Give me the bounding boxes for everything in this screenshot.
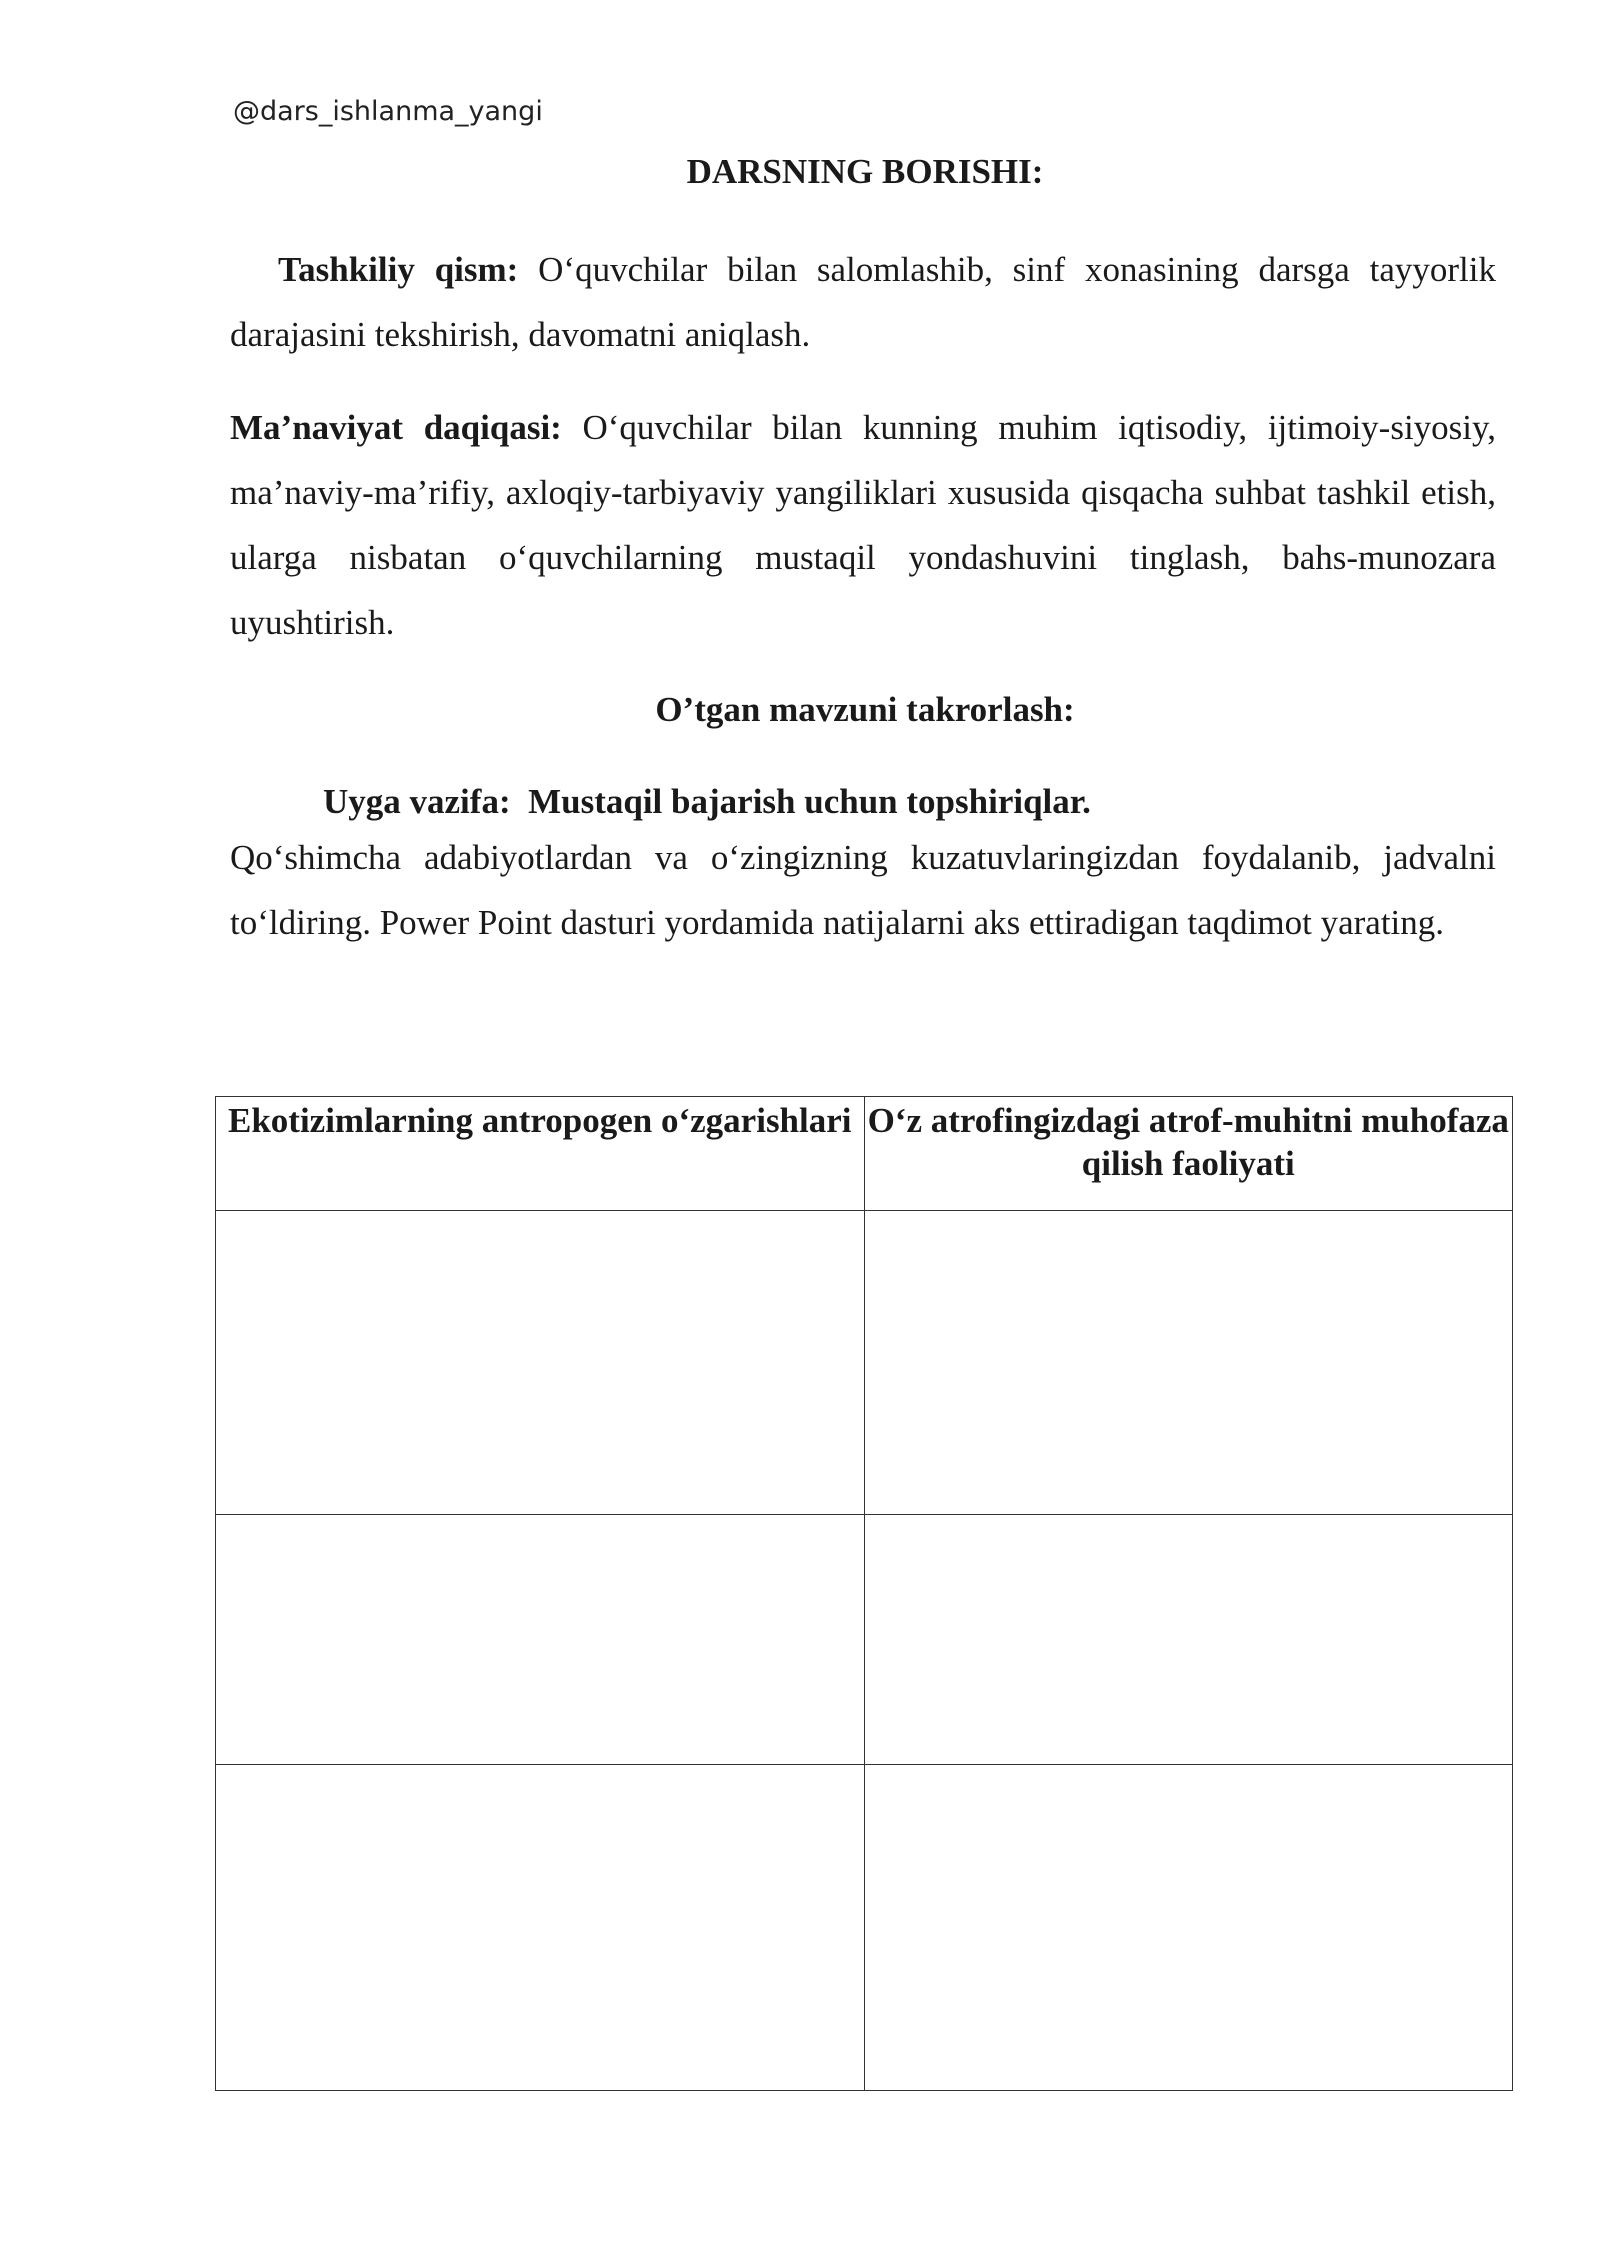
table-row [216, 1765, 1513, 2091]
homework-text: Qo‘shimcha adabiyotlardan va o‘zingizning kuzatuvlaringizdan foydalanib, jadvalni to‘ldiring. Power Point dasturi yordamida natijalarni aks ettiradigan taqdimot yarating. [230, 838, 1496, 942]
table-cell[interactable] [864, 1765, 1513, 2091]
table-cell[interactable] [216, 1211, 865, 1515]
table-header-environment-protection: O‘z atrofingizdagi atrof-muhitni muhofaza qilish faoliyati [864, 1097, 1513, 1211]
worksheet-table [215, 1096, 1513, 2091]
table-cell[interactable] [864, 1211, 1513, 1515]
spirituality-text: O‘quvchilar bilan kunning muhim iqtisodiy, ijtimoiy-siyosiy, ma’naviy-ma’rifiy, axloqiy-tarbiyaviy yangiliklari xususida qisqacha suhbat tashkil etish, ularga nisbatan o‘quvchilarning mustaqil yondashuvini tinglash, bahs-munozara uyushtirish. [230, 408, 1496, 642]
table-header-anthropogenic-changes: Ekotizimlarning antropogen o‘zgarishlari [216, 1097, 865, 1211]
table-row [216, 1211, 1513, 1515]
spirituality-label: Ma’naviyat daqiqasi: [230, 408, 562, 447]
organizational-paragraph [230, 237, 1496, 367]
table-cell[interactable] [216, 1515, 865, 1765]
spirituality-paragraph [230, 395, 1496, 655]
page-title: DARSNING BORISHI: [686, 152, 1044, 191]
watermark: @dars_ishlanma_yangi [233, 96, 543, 127]
table-cell[interactable] [216, 1765, 865, 2091]
review-title: O’tgan mavzuni takrorlash: [655, 690, 1075, 729]
table-row [216, 1515, 1513, 1765]
organizational-label: Tashkiliy qism: [278, 250, 519, 289]
organizational-text: O‘quvchilar bilan salomlashib, sinf xonasining darsga tayyorlik darajasini tekshirish, davomatni aniqlash. [230, 250, 1496, 354]
table-header-row [216, 1097, 1513, 1211]
homework-title: Uyga vazifa: Mustaqil bajarish uchun topshiriqlar. [323, 782, 1091, 821]
table-cell[interactable] [864, 1515, 1513, 1765]
